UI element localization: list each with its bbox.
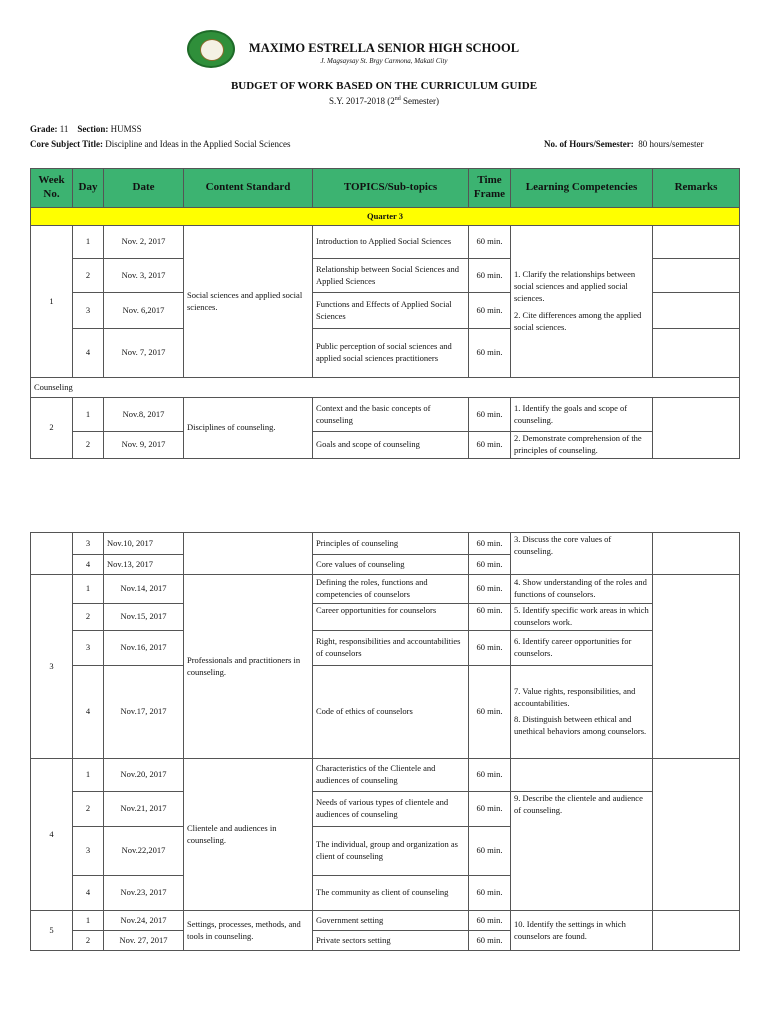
budget-table-page-2 (30, 532, 740, 951)
week-number: 5 (31, 911, 73, 951)
table-row: 4 Nov.23, 2017 The community as client of counseling 60 min. (31, 876, 740, 911)
table-row: 3 Nov.16, 2017 Right, responsibilities and accountabilities of counselors 60 min. 6. Identify career opportunities for counselors. (31, 631, 740, 666)
section-label: Counseling (31, 378, 740, 398)
learning-competencies: 1. Clarify the relationships between social sciences and applied social sciences. 2. Cite differences among the applied social sciences. (511, 226, 653, 378)
content-standard: Professionals and practitioners in counseling. (184, 575, 313, 759)
section-row (31, 378, 740, 398)
col-day: Day (73, 169, 104, 208)
col-content-standard: Content Standard (184, 169, 313, 208)
table-row: 2 Nov.15, 2017 Career opportunities for counselors 60 min. 5. Identify specific work areas in which counselors work. (31, 604, 740, 631)
grade-section-line: Grade: 11 Section: HUMSS (30, 124, 142, 134)
document-title: BUDGET OF WORK BASED ON THE CURRICULUM GUIDE (230, 80, 538, 92)
table-row: 2 Nov. 27, 2017 Private sectors setting 60 min. (31, 931, 740, 951)
week-number: 3 (31, 575, 73, 759)
col-remarks: Remarks (653, 169, 740, 208)
remarks-cell (653, 259, 740, 293)
table-row: 4 Nov.17, 2017 Code of ethics of counselors 60 min. 7. Value rights, responsibilities, and accountabilities. 8. Distinguish between ethical and unethical behaviors among counselors. (31, 666, 740, 759)
col-time-frame: Time Frame (469, 169, 511, 208)
table-row: 4 1 Nov.20, 2017 Clientele and audiences in counseling. Characteristics of the Clientele and audiences of counseling 60 min. (31, 759, 740, 792)
table-row: 2 Nov. 3, 2017 Relationship between Social Sciences and Applied Sciences 60 min. (31, 259, 740, 293)
table-row: 3 Nov.22,2017 The individual, group and organization as client of counseling 60 min. (31, 827, 740, 876)
col-topics: TOPICS/Sub-topics (313, 169, 469, 208)
content-standard: Social sciences and applied social sciences. (184, 226, 313, 378)
week-number: 2 (31, 398, 73, 459)
col-date: Date (104, 169, 184, 208)
table-row: 3 Nov. 6,2017 Functions and Effects of Applied Social Sciences 60 min. (31, 293, 740, 329)
week-number: 1 (31, 226, 73, 378)
remarks-cell (653, 911, 740, 951)
table-row: 2 Nov.21, 2017 Needs of various types of clientele and audiences of counseling 60 min. 9. Describe the clientele and audience of counseling. (31, 792, 740, 827)
school-address: J. Magsaysay St. Brgy Carmona, Makati City (320, 57, 448, 65)
content-standard: Clientele and audiences in counseling. (184, 759, 313, 911)
grade-value: 11 (59, 124, 69, 134)
subject-value: Discipline and Ideas in the Applied Social Sciences (105, 139, 291, 149)
week-number: 4 (31, 759, 73, 911)
remarks-cell (653, 533, 740, 575)
remarks-cell (653, 398, 740, 459)
school-year: S.Y. 2017-2018 (2nd Semester) (328, 96, 440, 106)
section-value: HUMSS (110, 124, 142, 134)
budget-table-page-1 (30, 168, 740, 459)
remarks-cell (653, 575, 740, 759)
table-row: 4 Nov. 7, 2017 Public perception of social sciences and applied social sciences practitioners 60 min. (31, 329, 740, 378)
table-row: 1 1 Nov. 2, 2017 Social sciences and applied social sciences. Introduction to Applied Social Sciences 60 min. 1. Clarify the relationships between social sciences and applied social sciences. 2. Cite differences among the applied social sciences. (31, 226, 740, 259)
col-learning-competencies: Learning Competencies (511, 169, 653, 208)
remarks-cell (653, 293, 740, 329)
table-header-row (31, 169, 740, 208)
remarks-cell (653, 329, 740, 378)
hours-value: 80 hours/semester (638, 139, 704, 149)
school-name: MAXIMO ESTRELLA SENIOR HIGH SCHOOL (248, 41, 520, 55)
table-row: 5 1 Nov.24, 2017 Settings, processes, methods, and tools in counseling. Government setting 60 min. 10. Identify the settings in which counselors are found. (31, 911, 740, 931)
remarks-cell (653, 226, 740, 259)
hours-line: No. of Hours/Semester: 80 hours/semester (544, 139, 704, 149)
table-row: 3 Nov.10, 2017 Principles of counseling 60 min. 3. Discuss the core values of counseling. (31, 533, 740, 555)
col-week: Week No. (31, 169, 73, 208)
table-row: 4 Nov.13, 2017 Core values of counseling 60 min. (31, 555, 740, 575)
quarter-row (31, 208, 740, 226)
content-standard: Disciplines of counseling. (184, 398, 313, 459)
quarter-label: Quarter 3 (31, 208, 740, 226)
table-row: 3 1 Nov.14, 2017 Professionals and practitioners in counseling. Defining the roles, functions and competencies of counselors 60 min. 4. Show understanding of the roles and functions of counselors. (31, 575, 740, 604)
table-row: 2 Nov. 9, 2017 Goals and scope of counseling 60 min. 2. Demonstrate comprehension of the principles of counseling. (31, 432, 740, 459)
table-row: 2 1 Nov.8, 2017 Disciplines of counseling. Context and the basic concepts of counseling 60 min. 1. Identify the goals and scope of counseling. (31, 398, 740, 432)
subject-line: Core Subject Title: Discipline and Ideas in the Applied Social Sciences (30, 139, 291, 149)
content-standard: Settings, processes, methods, and tools in counseling. (184, 911, 313, 951)
remarks-cell (653, 759, 740, 911)
